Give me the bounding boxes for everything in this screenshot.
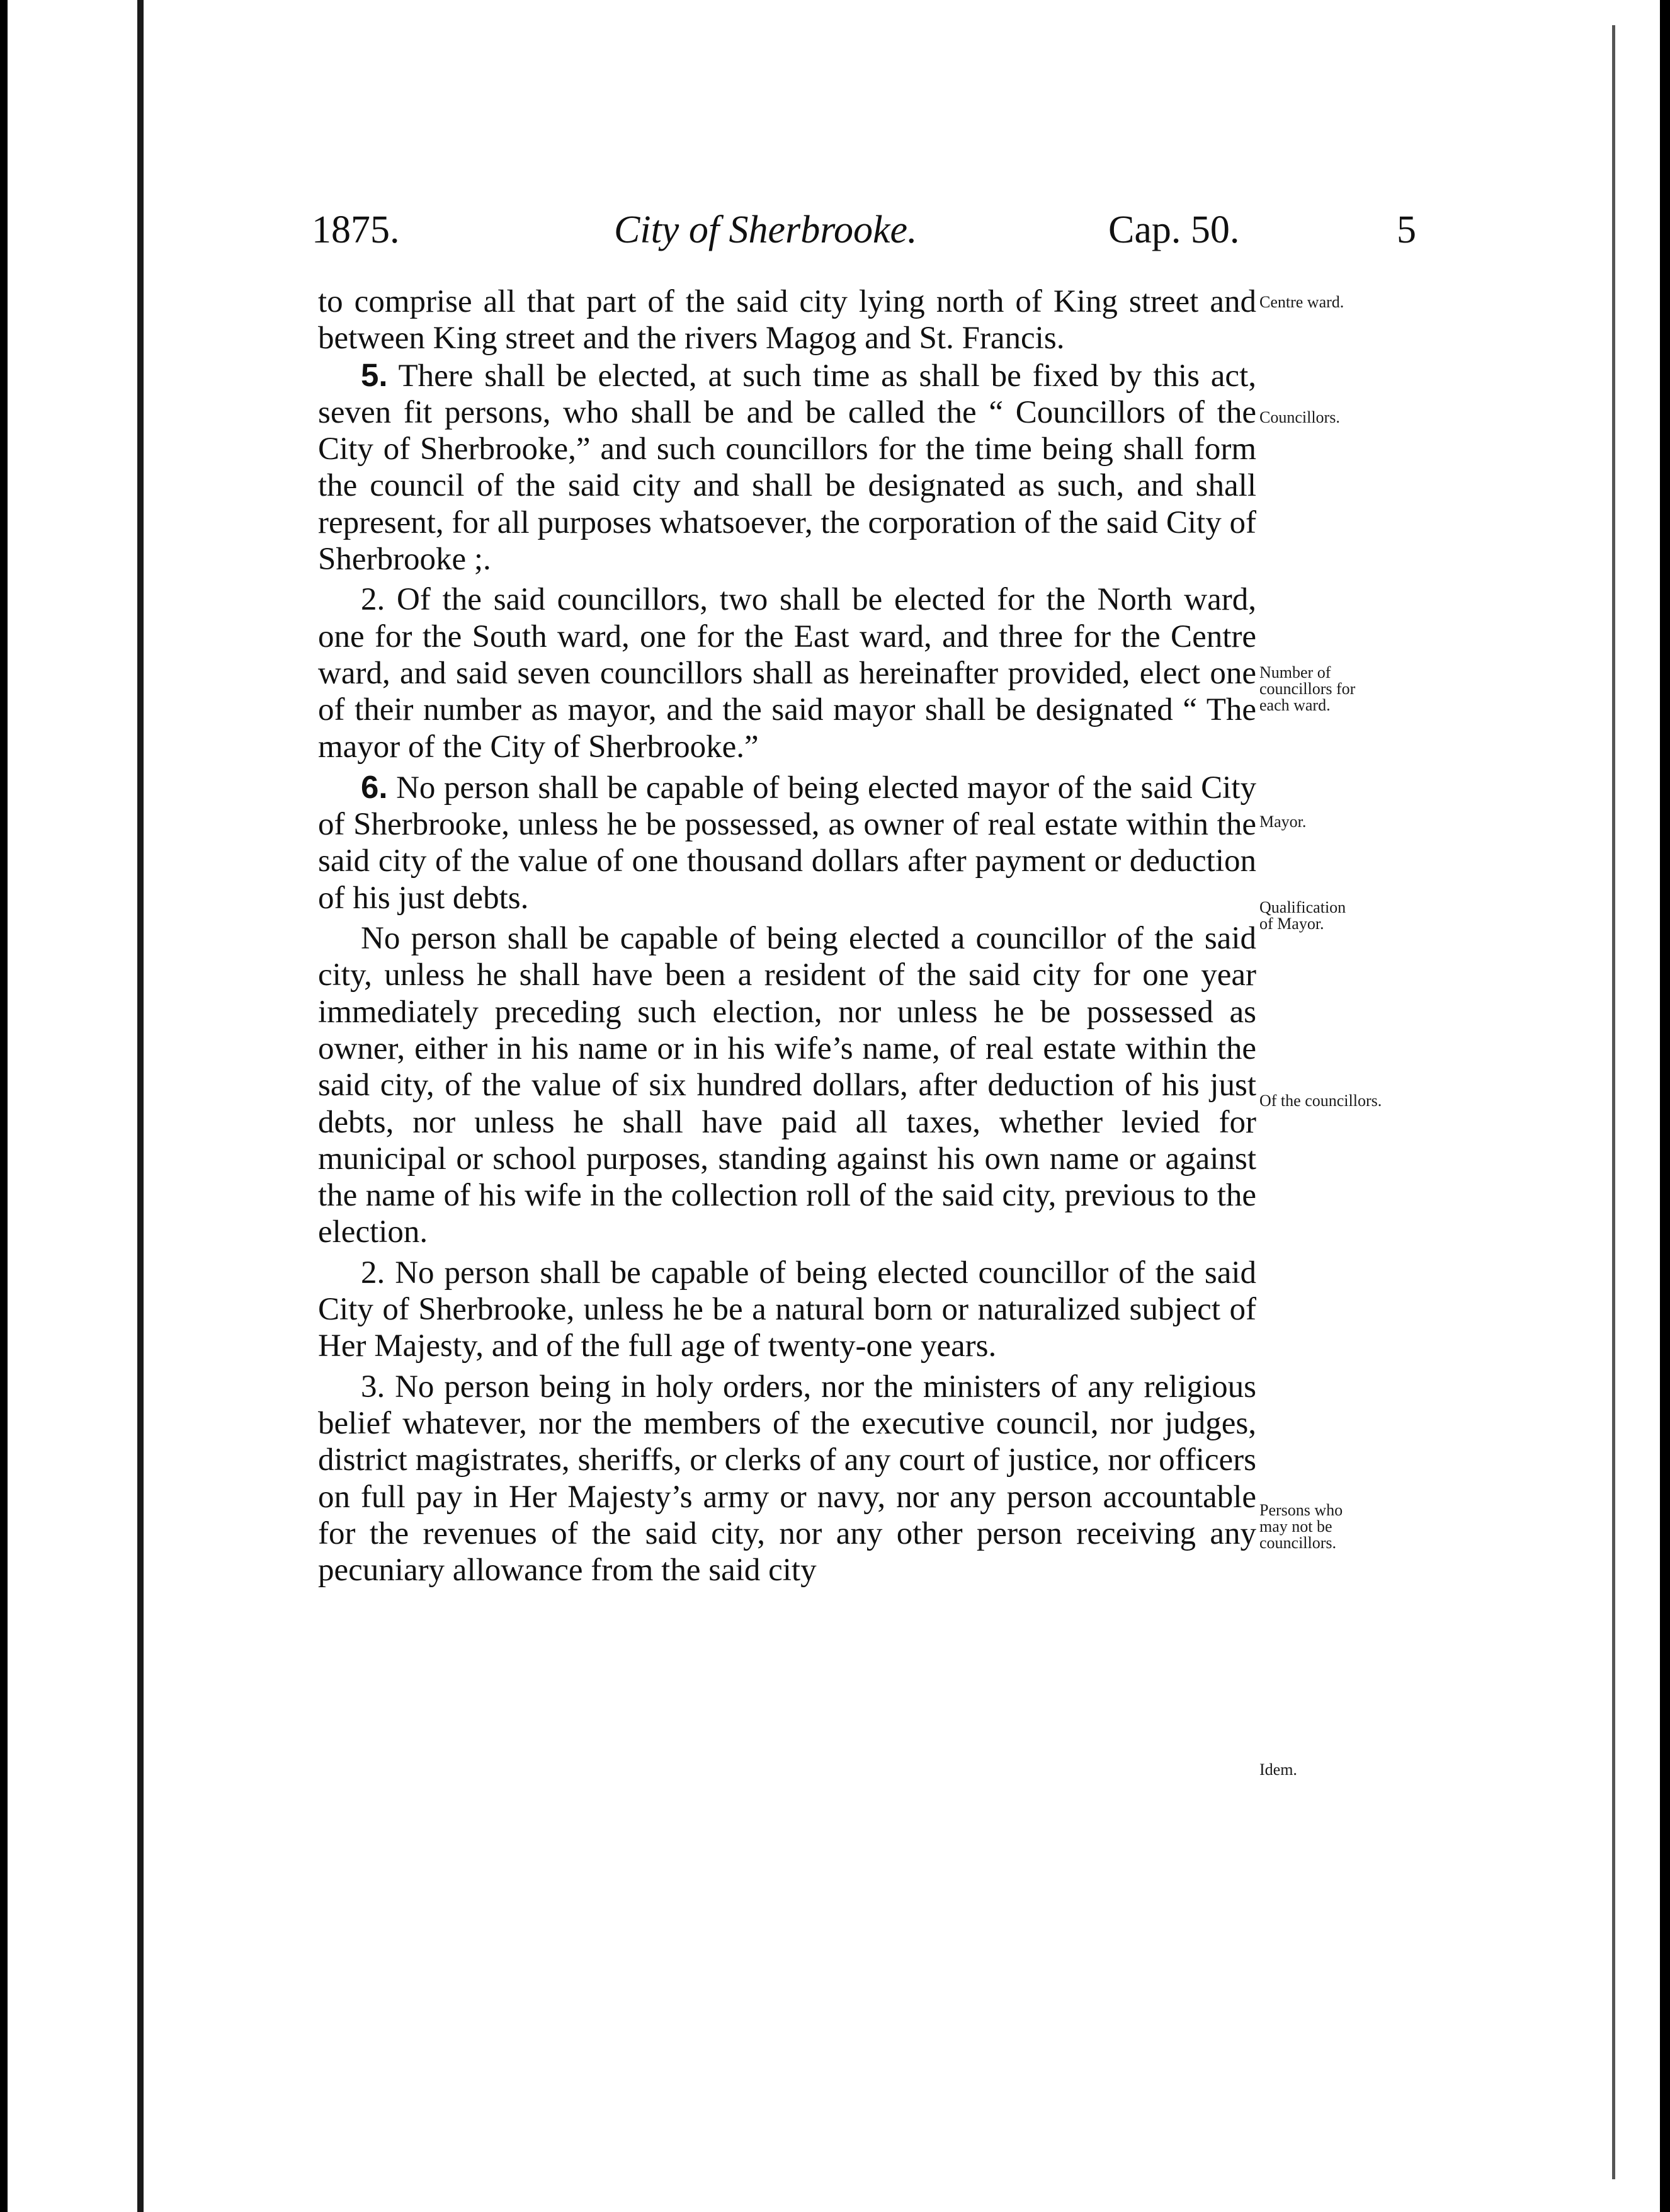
subsection (318, 1369, 1256, 1589)
subsection-number: 2. (361, 582, 385, 618)
running-head-year: 1875. (312, 208, 400, 251)
margin-note: Councillors. (1259, 408, 1340, 426)
paragraph-text: Of the said councillors, two shall be elected for the North ward, one for the South ward, one for the East ward, and three for the Centre ward, and said seven councillors shall as hereinafter provided, elect one of their number as mayor, and the said mayor shall be designated “ The mayor of the City of Sherbrooke.” (318, 582, 1256, 765)
section-number: 6. (361, 768, 388, 805)
scan-border-left (0, 0, 8, 2212)
paragraph-text: No person shall be capable of being elected a councillor of the said city, unless he shall have been a resident of the said city for one year immediately preceding such election, nor unless he be possessed as owner, either in his name or in his wife’s name, of real estate within the said city, of the value of six hundred dollars, after deduction of his just debts, nor unless he shall have paid all taxes, whether levied for municipal or school purposes, standing against his own name or against the name of his wife in the collection roll of the said city, previous to the election. (318, 921, 1256, 1250)
paragraph (318, 283, 1256, 357)
section-6 (318, 769, 1256, 916)
paragraph-text: There shall be elected, at such time as shall be fixed by this act, seven fit persons, who shall be and be called the “ Councillors of the City of Sherbrooke,” and such councillors for the time being shall form the council of the said city and shall be designated as such, and shall represent, for all purposes whatsoever, the corporation of the said City of Sherbrooke ;. (318, 358, 1256, 578)
subsection (318, 581, 1256, 765)
subsection (318, 1255, 1256, 1365)
page-right-edge (1612, 25, 1615, 2179)
margin-note: Of the councillors. (1259, 1092, 1382, 1110)
paragraph-text: No person being in holy orders, nor the ministers of any religious belief whatever, nor the members of the executive council, nor judges, district magistrates, sheriffs, or clerks of any court of justice, nor officers on full pay in Her Majesty’s army or navy, nor any person accountable for the revenues of the said city, nor any other person receiving any pecuniary allowance from the said city (318, 1369, 1256, 1588)
margin-note: Number of councillors for each ward. (1259, 663, 1356, 714)
paragraph (318, 920, 1256, 1251)
section-number: 5. (361, 356, 388, 393)
body-text (318, 283, 1256, 1592)
margin-note: Mayor. (1259, 812, 1307, 831)
running-head (0, 208, 1670, 265)
section-5 (318, 357, 1256, 578)
running-head-title: City of Sherbrooke. (614, 208, 917, 251)
page-spine-edge (137, 0, 144, 2212)
margin-note: Idem. (1259, 1760, 1297, 1779)
paragraph-text: to comprise all that part of the said city lying north of King street and between King street and the rivers Magog and St. Francis. (318, 284, 1256, 356)
paragraph-text: No person shall be capable of being elected councillor of the said City of Sherbrooke, unless he be a natural born or naturalized subject of Her Majesty, and of the full age of twenty-one years. (318, 1255, 1256, 1364)
subsection-number: 2. (361, 1255, 385, 1291)
running-head-chapter: Cap. 50. (1108, 208, 1240, 251)
subsection-number: 3. (361, 1369, 385, 1405)
page-number: 5 (1397, 208, 1416, 251)
margin-note: Qualification of Mayor. (1259, 898, 1346, 933)
scan-border-right (1660, 0, 1670, 2212)
margin-note: Centre ward. (1259, 293, 1344, 311)
paragraph-text: No person shall be capable of being elected mayor of the said City of Sherbrooke, unless he be possessed, as owner of real estate within the said city of the value of one thousand dollars after payment or deduction of his just debts. (318, 770, 1257, 916)
margin-note: Persons who may not be councillors. (1259, 1501, 1343, 1552)
